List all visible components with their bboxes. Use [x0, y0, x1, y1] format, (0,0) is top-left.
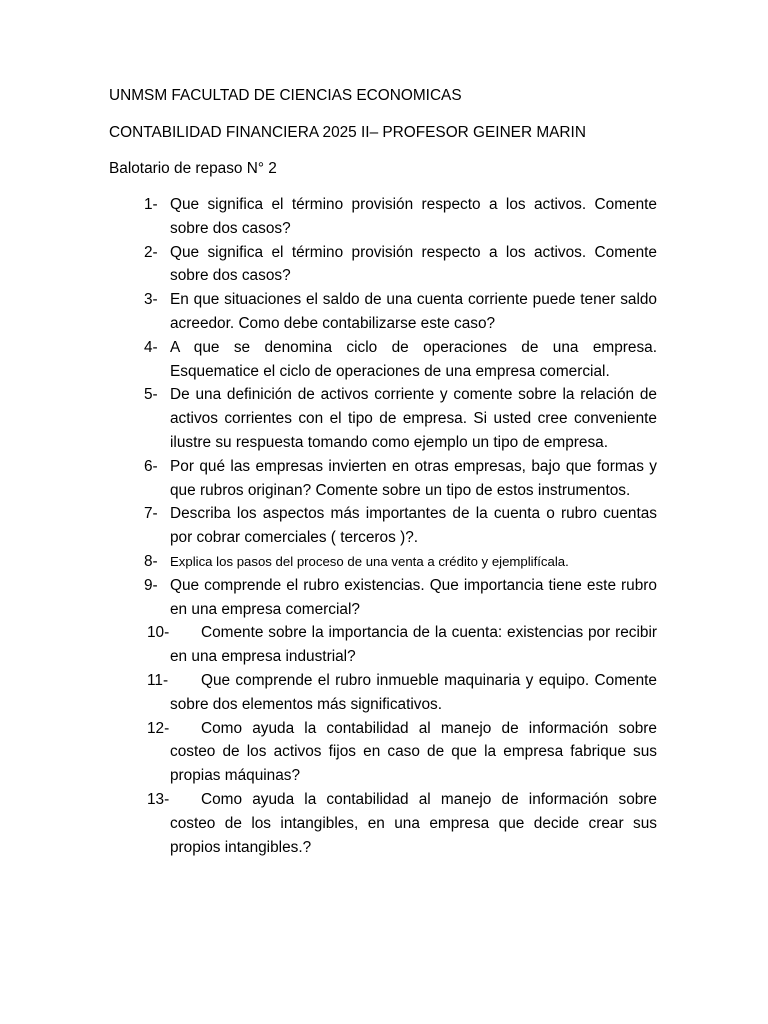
question-number: 11-	[147, 671, 169, 689]
university-header: UNMSM FACULTAD DE CIENCIAS ECONOMICAS	[109, 87, 462, 104]
question-item	[144, 621, 657, 669]
question-number: 8-	[144, 552, 158, 570]
question-number: 7-	[144, 505, 158, 523]
question-text: De una definición de activos corriente y comente sobre la relación de activos corrientes con el tipo de empresa. Si usted cree conveniente ilustre su respuesta tomando como ejemplo un tipo de empresa.	[170, 386, 657, 451]
question-number: 5-	[144, 386, 158, 404]
question-text: Que comprende el rubro inmueble maquinaria y equipo. Comente sobre dos elementos más significativos.	[170, 671, 657, 713]
question-item	[144, 193, 657, 241]
question-text: Que comprende el rubro existencias. Que importancia tiene este rubro en una empresa comercial?	[170, 576, 657, 618]
question-item	[144, 455, 657, 503]
question-text: Que significa el término provisión respecto a los activos. Comente sobre dos casos?	[170, 243, 657, 285]
question-item	[144, 788, 657, 859]
question-text: Como ayuda la contabilidad al manejo de información sobre costeo de los intangibles, en una empresa que decide crear sus propios intangibles.?	[170, 790, 657, 856]
question-item	[144, 288, 657, 336]
question-number: 12-	[147, 719, 170, 737]
question-number: 10-	[147, 624, 170, 642]
question-text: Por qué las empresas invierten en otras empresas, bajo que formas y que rubros originan? Comente sobre un tipo de estos instrumentos.	[170, 457, 657, 499]
question-number: 1-	[144, 196, 158, 213]
question-item	[144, 669, 657, 717]
question-number: 3-	[144, 291, 158, 309]
question-number: 6-	[144, 457, 158, 475]
question-number: 13-	[147, 790, 170, 808]
question-text: Explica los pasos del proceso de una venta a crédito y ejemplifícala.	[170, 553, 569, 569]
question-text: Que significa el término provisión respecto a los activos. Comente sobre dos casos?	[170, 196, 657, 237]
question-text: A que se denomina ciclo de operaciones de una empresa. Esquematice el ciclo de operaciones de una empresa comercial.	[170, 338, 657, 380]
question-item	[144, 550, 657, 574]
question-item	[144, 383, 657, 454]
question-number: 4-	[144, 338, 158, 356]
question-list	[144, 193, 657, 859]
question-item	[144, 241, 657, 289]
question-text: En que situaciones el saldo de una cuenta corriente puede tener saldo acreedor. Como debe contabilizarse este caso?	[170, 291, 657, 332]
question-item	[144, 502, 657, 550]
question-item	[144, 717, 657, 788]
course-header: CONTABILIDAD FINANCIERA 2025 II– PROFESOR GEINER MARIN	[109, 124, 586, 141]
question-item	[144, 336, 657, 384]
question-number: 9-	[144, 576, 158, 594]
question-item	[144, 574, 657, 622]
question-text: Describa los aspectos más importantes de la cuenta o rubro cuentas por cobrar comerciales ( terceros )?.	[170, 505, 657, 547]
question-number: 2-	[144, 243, 158, 261]
document-title: Balotario de repaso N° 2	[109, 160, 277, 177]
question-text: Como ayuda la contabilidad al manejo de información sobre costeo de los activos fijos en caso de que la empresa fabrique sus propias máquinas?	[170, 719, 657, 785]
question-text: Comente sobre la importancia de la cuenta: existencias por recibir en una empresa industrial?	[170, 624, 657, 666]
